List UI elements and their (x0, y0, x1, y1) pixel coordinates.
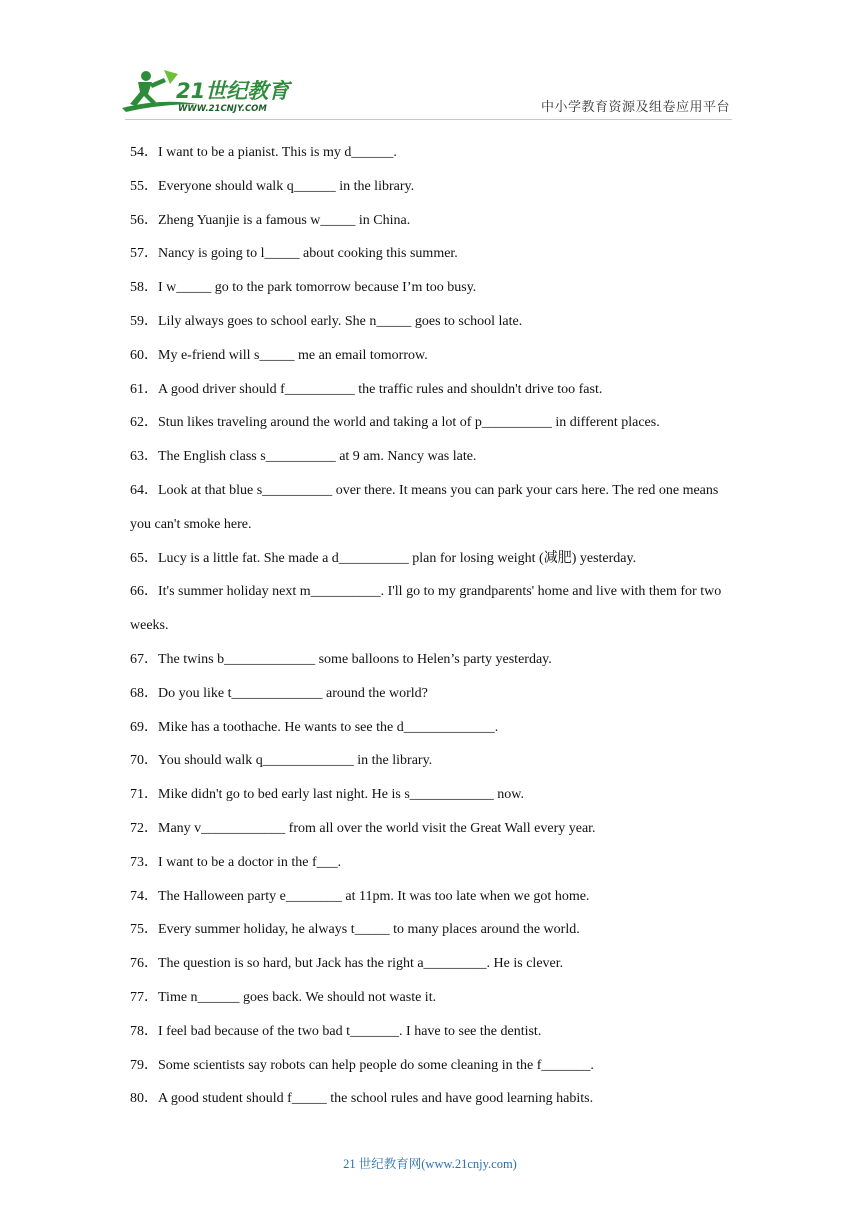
question-text: Everyone should walk q______ in the library. (158, 178, 415, 194)
question-text: Lily always goes to school early. She n_____ goes to school late. (158, 313, 523, 329)
question-item (130, 373, 734, 407)
question-number: 59． (130, 313, 158, 329)
question-text: Many v____________ from all over the world visit the Great Wall every year. (158, 820, 596, 836)
question-number: 78． (130, 1023, 158, 1039)
question-number: 69． (130, 719, 158, 735)
question-text: A good student should f_____ the school rules and have good learning habits. (158, 1091, 594, 1107)
question-item (130, 237, 734, 271)
question-item (130, 542, 734, 576)
question-number: 77． (130, 989, 158, 1005)
platform-title: 中小学教育资源及组卷应用平台 (540, 100, 730, 115)
question-text: It's summer holiday next m__________. I'll go to my grandparents' home and live with them for two weeks. (130, 584, 722, 634)
question-number: 66． (130, 584, 158, 600)
question-item (130, 981, 734, 1015)
question-number: 70． (130, 753, 158, 769)
question-item (130, 947, 734, 981)
question-item (130, 474, 734, 542)
question-number: 73． (130, 854, 158, 870)
question-number: 65． (130, 550, 158, 566)
question-text: I want to be a pianist. This is my d______. (158, 145, 397, 160)
question-number: 60． (130, 347, 158, 363)
question-item (130, 1049, 734, 1083)
question-number: 71． (130, 787, 158, 803)
question-number: 54． (130, 145, 158, 160)
question-text: Nancy is going to l_____ about cooking this summer. (158, 246, 458, 262)
question-text: I feel bad because of the two bad t_______. I have to see the dentist. (158, 1023, 542, 1039)
question-number: 79． (130, 1057, 158, 1073)
question-item (130, 846, 734, 880)
question-text: My e-friend will s_____ me an email tomorrow. (158, 347, 428, 363)
page-header (0, 0, 860, 125)
question-text: Do you like t_____________ around the world? (158, 685, 428, 701)
question-number: 67． (130, 651, 158, 667)
question-text: I want to be a doctor in the f___. (158, 854, 342, 870)
question-number: 72． (130, 820, 158, 836)
question-text: Stun likes traveling around the world and taking a lot of p__________ in different places. (158, 415, 660, 431)
question-text: Lucy is a little fat. She made a d__________ plan for losing weight (减肥) yesterday. (158, 550, 637, 566)
question-number: 55． (130, 178, 158, 194)
logo-url: WWW.21CNJY.COM (178, 104, 267, 114)
question-item (130, 170, 734, 204)
question-item (130, 1082, 734, 1116)
question-number: 74． (130, 888, 158, 904)
question-text: The twins b_____________ some balloons to Helen’s party yesterday. (158, 651, 552, 667)
question-text: Some scientists say robots can help people do some cleaning in the f_______. (158, 1057, 594, 1073)
question-number: 57． (130, 246, 158, 262)
question-item (130, 778, 734, 812)
question-text: Mike didn't go to bed early last night. He is s____________ now. (158, 787, 524, 803)
question-number: 64． (130, 482, 158, 498)
question-item (130, 339, 734, 373)
runner-logo-icon (120, 68, 295, 116)
question-item (130, 711, 734, 745)
question-list (130, 136, 734, 1116)
question-text: Look at that blue s__________ over there. It means you can park your cars here. The red one means you can't smoke here. (130, 482, 719, 532)
question-number: 61． (130, 381, 158, 397)
question-text: The English class s__________ at 9 am. Nancy was late. (158, 449, 477, 465)
question-text: Mike has a toothache. He wants to see the d_____________. (158, 719, 499, 735)
question-number: 58． (130, 280, 158, 296)
question-item (130, 913, 734, 947)
question-item (130, 440, 734, 474)
question-text: Time n______ goes back. We should not waste it. (158, 989, 437, 1005)
question-item (130, 305, 734, 339)
question-text: Every summer holiday, he always t_____ to many places around the world. (158, 922, 580, 938)
question-item (130, 575, 734, 643)
question-text: I w_____ go to the park tomorrow because I’m too busy. (158, 280, 477, 296)
question-text: The question is so hard, but Jack has the right a_________. He is clever. (158, 956, 564, 972)
question-item (130, 1015, 734, 1049)
question-item (130, 744, 734, 778)
question-number: 75． (130, 922, 158, 938)
question-item (130, 880, 734, 914)
question-text: The Halloween party e________ at 11pm. It was too late when we got home. (158, 888, 590, 904)
question-item (130, 136, 734, 170)
logo-text: 21世纪教育 (176, 79, 290, 103)
question-number: 56． (130, 212, 158, 228)
question-item (130, 812, 734, 846)
header-divider (125, 119, 732, 120)
question-text: Zheng Yuanjie is a famous w_____ in China. (158, 212, 411, 228)
question-item (130, 204, 734, 238)
question-item (130, 406, 734, 440)
question-number: 76． (130, 956, 158, 972)
question-text: You should walk q_____________ in the library. (158, 753, 433, 769)
page-footer: 21 世纪教育网(www.21cnjy.com) (343, 1157, 517, 1171)
question-item (130, 643, 734, 677)
question-number: 63． (130, 449, 158, 465)
question-number: 80． (130, 1091, 158, 1107)
question-item (130, 271, 734, 305)
question-number: 68． (130, 685, 158, 701)
question-item (130, 677, 734, 711)
site-logo (120, 68, 295, 116)
question-text: A good driver should f__________ the traffic rules and shouldn't drive too fast. (158, 381, 603, 397)
question-number: 62． (130, 415, 158, 431)
